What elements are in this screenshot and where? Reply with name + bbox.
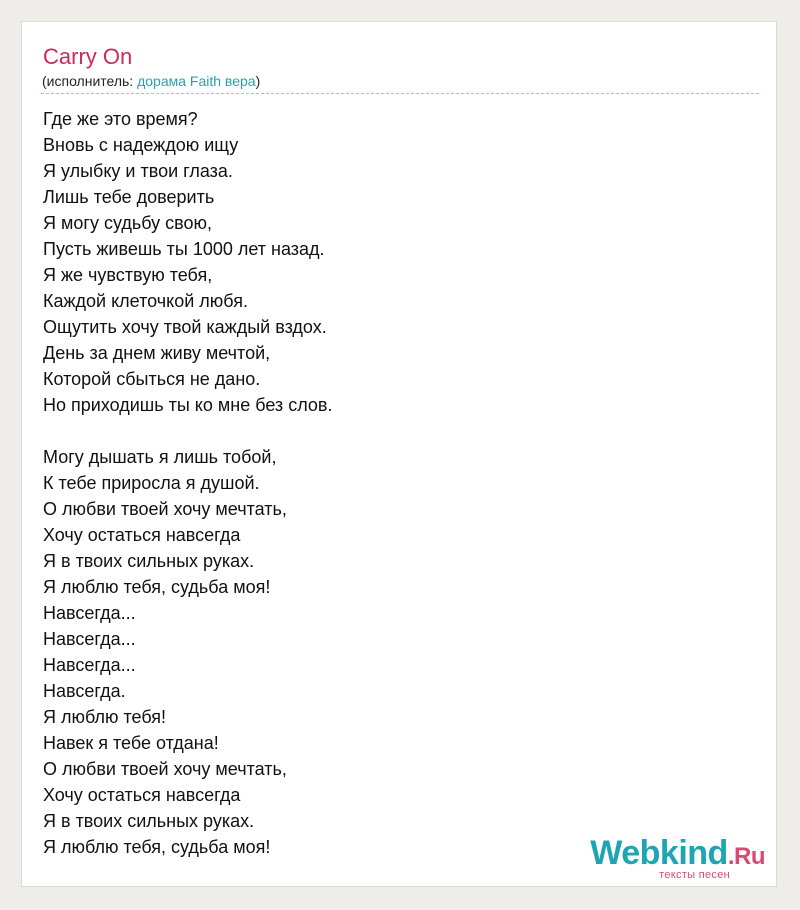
lyrics-card <box>21 21 777 887</box>
lyric-line: Вновь с надеждою ищу <box>43 135 239 155</box>
lyric-line: Я люблю тебя, судьба моя! <box>43 577 271 597</box>
lyric-line: О любви твоей хочу мечтать, <box>43 499 287 519</box>
lyric-line: Пусть живешь ты 1000 лет назад. <box>43 239 325 259</box>
lyric-line: Я же чувствую тебя, <box>43 265 213 285</box>
lyric-line: Навсегда... <box>43 629 136 649</box>
brand-tld: .Ru <box>727 843 765 870</box>
artist-line <box>42 73 260 89</box>
lyric-line: Я в твоих сильных руках. <box>43 551 255 571</box>
brand-wordmark <box>590 834 765 873</box>
lyric-line: Я люблю тебя! <box>43 707 167 727</box>
webkind-logo[interactable] <box>577 834 771 882</box>
dashed-divider <box>41 93 759 94</box>
lyric-line: Которой сбыться не дано. <box>43 369 261 389</box>
artist-suffix: ) <box>255 73 261 89</box>
song-title: Carry On <box>43 44 133 69</box>
lyric-line: Я улыбку и твои глаза. <box>43 161 233 181</box>
lyric-line: О любви твоей хочу мечтать, <box>43 759 287 779</box>
lyric-line: Ощутить хочу твой каждый вздох. <box>43 317 327 337</box>
lyrics-text <box>43 106 332 860</box>
artist-link[interactable]: дорама Faith вера <box>137 73 256 89</box>
lyric-line: Я могу судьбу свою, <box>43 213 213 233</box>
lyric-line: Хочу остаться навсегда <box>43 525 241 545</box>
stanza-break <box>43 418 332 444</box>
lyric-line: Хочу остаться навсегда <box>43 785 241 805</box>
brand-name: Webkind <box>590 834 728 872</box>
brand-tagline: тексты песен <box>659 869 730 881</box>
lyric-line: День за днем живу мечтой, <box>43 343 271 363</box>
lyric-line: Навсегда... <box>43 603 136 623</box>
lyric-line: К тебе приросла я душой. <box>43 473 260 493</box>
lyric-line: Каждой клеточкой любя. <box>43 291 248 311</box>
lyric-line: Я люблю тебя, судьба моя! <box>43 837 271 857</box>
lyric-line: Я в твоих сильных руках. <box>43 811 255 831</box>
lyric-line: Но приходишь ты ко мне без слов. <box>43 395 333 415</box>
lyric-line: Могу дышать я лишь тобой, <box>43 447 277 467</box>
lyric-line: Навсегда. <box>43 681 126 701</box>
lyric-line: Навек я тебе отдана! <box>43 733 219 753</box>
lyric-line: Где же это время? <box>43 109 198 129</box>
artist-prefix: (исполнитель: <box>42 73 138 89</box>
lyric-line: Лишь тебе доверить <box>43 187 215 207</box>
lyric-line: Навсегда... <box>43 655 136 675</box>
